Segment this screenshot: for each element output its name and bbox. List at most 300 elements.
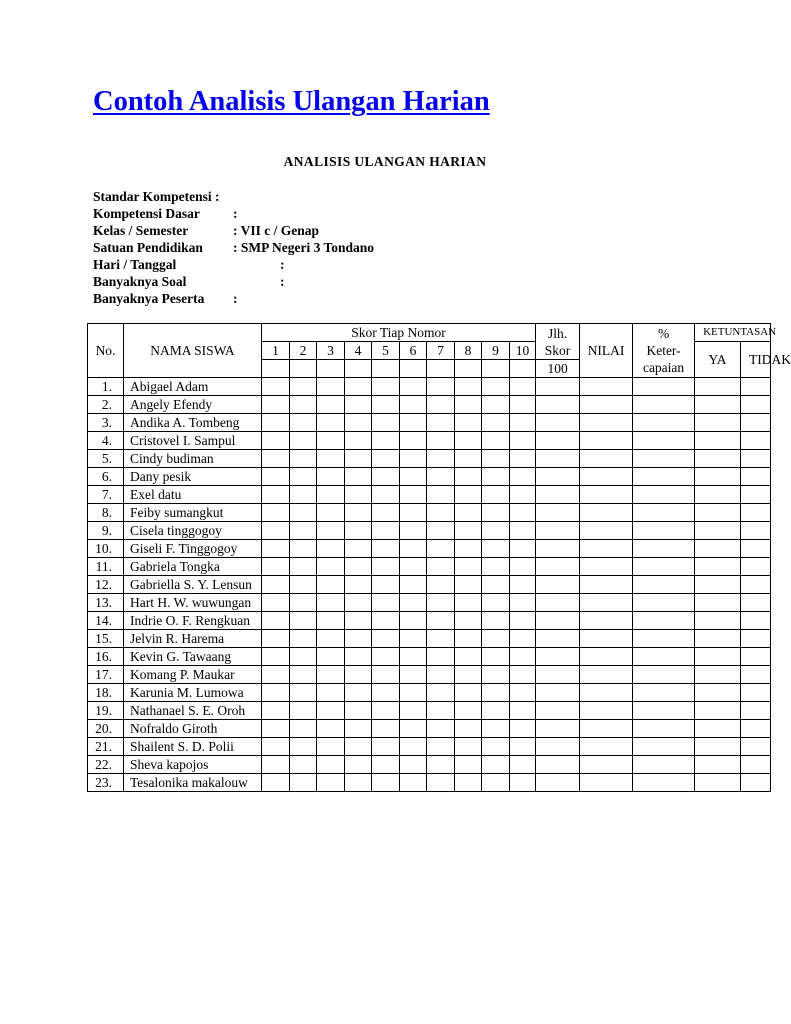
score-cell [317,504,345,522]
score-cell [262,540,290,558]
score-cell [482,414,510,432]
score-cell [427,432,455,450]
score-cell [510,558,536,576]
score-cell [290,738,317,756]
score-cell [317,648,345,666]
row-student-name: Exel datu [124,486,262,504]
score-cell [317,486,345,504]
score-cell [455,558,482,576]
score-cell [345,396,372,414]
score-cell [536,450,580,468]
score-cell [455,594,482,612]
header-blank-cell [482,360,510,378]
row-student-name: Sheva kapojos [124,756,262,774]
info-value: : [233,206,238,221]
score-cell [482,576,510,594]
score-cell [633,486,695,504]
info-value: : VII c / Genap [233,223,320,238]
score-cell [482,558,510,576]
row-student-name: Karunia M. Lumowa [124,684,262,702]
score-cell [317,396,345,414]
row-no: 10. [88,540,124,558]
score-cell [695,468,741,486]
header-blank-cell [372,360,400,378]
score-cell [290,756,317,774]
score-cell [536,756,580,774]
row-student-name: Andika A. Tombeng [124,414,262,432]
score-cell [427,720,455,738]
score-cell [427,648,455,666]
row-no: 20. [88,720,124,738]
score-cell [741,378,771,396]
row-no: 11. [88,558,124,576]
analysis-subtitle-text: ANALISIS ULANGAN HARIAN [283,154,487,169]
info-value: : SMP Negeri 3 Tondano [233,240,375,255]
score-cell [372,774,400,792]
score-cell [510,414,536,432]
header-no: No. [88,324,124,378]
score-cell [455,450,482,468]
score-cell [633,756,695,774]
score-cell [400,576,427,594]
info-label: Satuan Pendidikan [93,240,203,255]
score-cell [536,378,580,396]
score-cell [741,594,771,612]
score-cell [580,612,633,630]
score-cell [455,522,482,540]
score-cell [427,558,455,576]
student-row [88,612,771,630]
score-cell [372,540,400,558]
row-no: 3. [88,414,124,432]
score-cell [580,522,633,540]
score-cell [317,468,345,486]
score-cell [633,738,695,756]
score-cell [400,558,427,576]
score-cell [427,378,455,396]
score-cell [741,612,771,630]
row-no: 19. [88,702,124,720]
row-no: 21. [88,738,124,756]
info-value: : [280,257,285,272]
score-cell [510,702,536,720]
score-cell [262,396,290,414]
header-name: NAMA SISWA [124,324,262,378]
score-cell [695,450,741,468]
student-row [88,558,771,576]
analysis-table [87,323,791,792]
student-row [88,648,771,666]
score-cell [427,684,455,702]
score-cell [345,576,372,594]
score-cell [536,432,580,450]
score-cell [372,630,400,648]
header-ketuntasan: KETUNTASAN [695,324,771,342]
score-cell [536,738,580,756]
score-cell [580,432,633,450]
row-student-name: Indrie O. F. Rengkuan [124,612,262,630]
score-cell [741,684,771,702]
header-skor-group: Skor Tiap Nomor [262,324,536,342]
row-no: 15. [88,630,124,648]
score-cell [427,540,455,558]
row-student-name: Tesalonika makalouw [124,774,262,792]
score-cell [400,378,427,396]
row-student-name: Cristovel I. Sampul [124,432,262,450]
score-cell [536,666,580,684]
score-cell [290,396,317,414]
row-student-name: Hart H. W. wuwungan [124,594,262,612]
score-cell [482,702,510,720]
row-student-name: Cisela tinggogoy [124,522,262,540]
score-cell [317,756,345,774]
student-row [88,396,771,414]
score-cell [400,396,427,414]
score-cell [427,576,455,594]
score-cell [372,468,400,486]
score-cell [741,702,771,720]
score-cell [372,738,400,756]
score-cell [633,666,695,684]
score-cell [262,468,290,486]
score-cell [400,756,427,774]
info-label: Kelas / Semester [93,223,189,238]
score-cell [400,702,427,720]
score-cell [345,720,372,738]
score-cell [262,756,290,774]
score-cell [400,594,427,612]
score-cell [427,774,455,792]
score-cell [510,594,536,612]
score-cell [741,756,771,774]
score-cell [455,540,482,558]
score-cell [262,378,290,396]
info-value: : [280,274,285,289]
score-cell [695,522,741,540]
score-cell [633,450,695,468]
student-row [88,432,771,450]
score-cell [633,378,695,396]
score-cell [510,576,536,594]
score-cell [633,774,695,792]
score-cell [372,504,400,522]
score-cell [400,432,427,450]
score-cell [741,486,771,504]
header-ya: YA [695,342,741,378]
student-row [88,468,771,486]
score-cell [482,612,510,630]
info-label: Banyaknya Soal [93,274,187,289]
score-cell [580,702,633,720]
score-cell [290,774,317,792]
row-student-name: Shailent S. D. Polii [124,738,262,756]
score-cell [427,756,455,774]
score-cell [510,504,536,522]
header-jlh-line1: Jlh. [547,325,568,341]
score-cell [741,630,771,648]
score-cell [262,612,290,630]
score-cell [290,594,317,612]
score-cell [455,630,482,648]
score-cell [510,486,536,504]
score-cell [372,432,400,450]
score-cell [290,702,317,720]
score-cell [510,774,536,792]
score-cell [695,720,741,738]
score-cell [345,486,372,504]
score-cell [455,774,482,792]
score-cell [400,684,427,702]
score-cell [695,774,741,792]
row-no: 5. [88,450,124,468]
score-cell [536,630,580,648]
score-cell [482,432,510,450]
score-cell [262,522,290,540]
score-cell [536,684,580,702]
row-no: 2. [88,396,124,414]
student-row [88,594,771,612]
score-cell [262,594,290,612]
score-cell [317,450,345,468]
score-cell [695,648,741,666]
score-cell [317,540,345,558]
info-value: : [233,291,238,306]
header-row [88,324,771,342]
score-cell [345,774,372,792]
row-student-name: Gabriela Tongka [124,558,262,576]
score-cell [482,540,510,558]
score-cell [482,486,510,504]
score-cell [695,684,741,702]
score-cell [345,468,372,486]
header-pct-line2: Keter- [646,343,681,358]
row-student-name: Kevin G. Tawaang [124,648,262,666]
header-skor-number: 1 [262,342,290,360]
row-no: 18. [88,684,124,702]
score-cell [262,630,290,648]
header-blank-cell [262,360,290,378]
header-blank-cell [400,360,427,378]
header-blank-cell [317,360,345,378]
score-cell [317,612,345,630]
score-cell [290,468,317,486]
score-cell [372,486,400,504]
score-cell [580,450,633,468]
score-cell [741,576,771,594]
score-cell [455,378,482,396]
score-cell [633,648,695,666]
score-cell [262,414,290,432]
score-cell [580,486,633,504]
score-cell [262,738,290,756]
score-cell [290,720,317,738]
score-cell [400,486,427,504]
score-cell [510,432,536,450]
score-cell [290,612,317,630]
score-cell [345,738,372,756]
student-row [88,504,771,522]
score-cell [741,558,771,576]
score-cell [741,396,771,414]
score-cell [290,378,317,396]
row-no: 14. [88,612,124,630]
header-skor-number: 4 [345,342,372,360]
score-cell [580,648,633,666]
score-cell [633,684,695,702]
score-cell [317,738,345,756]
student-row [88,702,771,720]
score-cell [536,558,580,576]
score-cell [290,432,317,450]
student-row [88,720,771,738]
score-cell [372,684,400,702]
score-cell [741,504,771,522]
header-ketercapaian [633,324,695,378]
student-row [88,450,771,468]
header-jlh-skor [536,324,580,360]
score-cell [345,432,372,450]
score-cell [372,450,400,468]
score-cell [510,648,536,666]
score-cell [372,612,400,630]
score-cell [633,468,695,486]
score-cell [741,648,771,666]
student-row [88,738,771,756]
score-cell [372,702,400,720]
row-student-name: Gabriella S. Y. Lensun [124,576,262,594]
score-cell [290,684,317,702]
score-cell [400,630,427,648]
score-cell [580,738,633,756]
score-cell [427,594,455,612]
score-cell [345,648,372,666]
score-cell [455,504,482,522]
score-cell [482,648,510,666]
score-cell [317,774,345,792]
row-no: 4. [88,432,124,450]
score-cell [317,630,345,648]
score-cell [633,540,695,558]
score-cell [455,756,482,774]
score-cell [510,738,536,756]
score-cell [455,684,482,702]
score-cell [695,558,741,576]
score-cell [427,522,455,540]
score-cell [372,522,400,540]
score-cell [580,540,633,558]
score-cell [290,576,317,594]
score-cell [482,450,510,468]
score-cell [372,666,400,684]
score-cell [400,468,427,486]
score-cell [317,522,345,540]
score-cell [262,684,290,702]
info-label: Banyaknya Peserta [93,291,205,306]
row-no: 9. [88,522,124,540]
score-cell [633,432,695,450]
row-student-name: Dany pesik [124,468,262,486]
score-cell [580,414,633,432]
score-cell [536,576,580,594]
row-student-name: Jelvin R. Harema [124,630,262,648]
info-label: Standar Kompetensi : [93,189,220,204]
score-cell [372,396,400,414]
score-cell [317,576,345,594]
score-cell [427,504,455,522]
score-cell [345,684,372,702]
score-cell [317,684,345,702]
score-cell [695,396,741,414]
score-cell [580,558,633,576]
score-cell [455,648,482,666]
score-cell [580,396,633,414]
score-cell [262,432,290,450]
score-cell [317,378,345,396]
score-cell [482,504,510,522]
score-cell [741,774,771,792]
header-skor-number: 5 [372,342,400,360]
score-cell [536,486,580,504]
score-cell [510,630,536,648]
score-cell [455,702,482,720]
score-cell [482,738,510,756]
score-cell [290,414,317,432]
score-cell [695,486,741,504]
header-blank-cell [510,360,536,378]
score-cell [536,702,580,720]
score-cell [482,666,510,684]
score-cell [427,486,455,504]
score-cell [455,720,482,738]
score-cell [510,522,536,540]
score-cell [345,522,372,540]
score-cell [482,378,510,396]
score-cell [317,414,345,432]
score-cell [580,594,633,612]
header-pct-line3: capaian [642,360,685,375]
score-cell [695,594,741,612]
score-cell [633,576,695,594]
student-row [88,522,771,540]
score-cell [400,648,427,666]
header-blank-cell [427,360,455,378]
student-row [88,414,771,432]
score-cell [510,396,536,414]
score-cell [536,396,580,414]
score-cell [345,630,372,648]
score-cell [455,396,482,414]
score-cell [695,756,741,774]
score-cell [262,648,290,666]
score-cell [455,432,482,450]
student-row [88,684,771,702]
score-cell [510,450,536,468]
row-no: 7. [88,486,124,504]
score-cell [741,414,771,432]
score-cell [536,648,580,666]
row-no: 23. [88,774,124,792]
score-cell [427,396,455,414]
header-blank-cell [345,360,372,378]
score-cell [317,432,345,450]
score-cell [372,594,400,612]
score-cell [372,558,400,576]
header-tidak: TIDAK [741,342,771,378]
analysis-subtitle [0,154,768,170]
score-cell [633,522,695,540]
header-nilai: NILAI [580,324,633,378]
score-cell [536,720,580,738]
